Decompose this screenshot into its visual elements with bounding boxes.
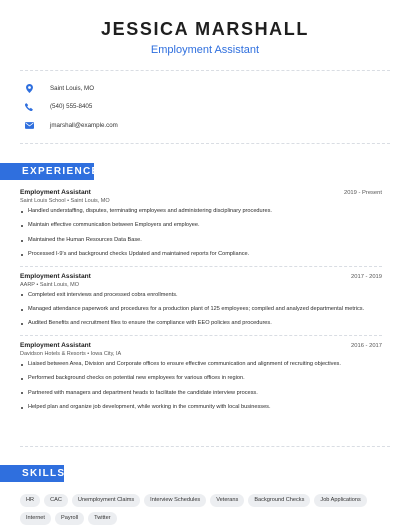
list-item: Liaised between Area, Division and Corporate offices to ensure effective communication and alignment of recruiting objectives. bbox=[20, 361, 382, 369]
candidate-role: Employment Assistant bbox=[150, 44, 260, 56]
skill-tag: Internet bbox=[20, 512, 51, 525]
skill-tag: Payroll bbox=[55, 512, 84, 525]
job-dates: 2016 - 2017 bbox=[351, 342, 382, 349]
list-item: Performed background checks on potential new employees for various offices in region. bbox=[20, 375, 382, 383]
job-title: Employment Assistant bbox=[20, 189, 91, 196]
job-bullets bbox=[20, 361, 382, 412]
skill-tag: HR bbox=[20, 494, 40, 507]
skills-section-title: SKILLS bbox=[0, 465, 64, 482]
job-title: Employment Assistant bbox=[20, 272, 91, 280]
candidate-name: JESSICA MARSHALL bbox=[101, 19, 309, 39]
job-entry bbox=[20, 189, 382, 259]
job-dates: 2017 - 2019 bbox=[351, 273, 382, 280]
contact-email-text[interactable]: jmarshall@example.com bbox=[50, 121, 118, 129]
list-item: Managed attendance paperwork and procedures for a production plant of 125 employees; compiled and analyzed departmental metrics. bbox=[20, 306, 382, 314]
skill-tag: Interview Schedules bbox=[144, 494, 206, 507]
job-organization: Davidson Hotels & Resorts • Iowa City, IA bbox=[20, 350, 122, 357]
list-item: Handled understaffing, disputes, terminating employees and administering disciplinary procedures. bbox=[20, 208, 382, 216]
list-item: Partnered with managers and department heads to facilitate the candidate interview process. bbox=[20, 390, 382, 398]
contact-phone-text: (540) 555-8405 bbox=[50, 103, 93, 111]
job-bullets bbox=[20, 208, 382, 259]
contact-location-text: Saint Louis, MO bbox=[50, 84, 95, 92]
skill-tag: Unemployment Claims bbox=[72, 494, 140, 507]
phone-icon bbox=[20, 103, 38, 111]
skill-tag: Veterans bbox=[210, 494, 244, 507]
job-entry bbox=[20, 342, 382, 412]
contact-location bbox=[20, 79, 390, 98]
skill-tag: Twitter bbox=[88, 512, 116, 525]
divider bbox=[20, 335, 382, 336]
job-title: Employment Assistant bbox=[20, 341, 91, 349]
skill-tag: CAC bbox=[44, 494, 68, 507]
list-item: Maintain effective communication between Employers and employee. bbox=[20, 222, 382, 230]
skills-list bbox=[20, 494, 396, 525]
list-item: Maintained the Human Resources Data Base. bbox=[20, 237, 382, 245]
divider bbox=[20, 266, 382, 267]
list-item: Completed exit interviews and processed cobra enrollments. bbox=[20, 292, 382, 300]
list-item: Processed I-9's and background checks Updated and maintained reports for Compliance. bbox=[20, 251, 382, 259]
resume-header bbox=[0, 0, 410, 57]
list-item: Helped plan and organize job development, while working in the community with local businesses. bbox=[20, 404, 382, 412]
map-pin-icon bbox=[20, 84, 38, 93]
skill-tag: Job Applications bbox=[314, 494, 366, 507]
contact-email bbox=[20, 116, 390, 135]
contact-phone bbox=[20, 98, 390, 117]
job-organization: Saint Louis School • Saint Louis, MO bbox=[20, 198, 110, 204]
job-entry bbox=[20, 273, 382, 328]
mail-icon bbox=[20, 122, 38, 129]
contact-block bbox=[20, 70, 390, 144]
skill-tag: Background Checks bbox=[248, 494, 310, 507]
divider bbox=[20, 446, 390, 447]
experience-list bbox=[20, 189, 382, 418]
job-bullets bbox=[20, 292, 382, 328]
experience-section-title: EXPERIENCE bbox=[0, 163, 94, 180]
job-dates: 2019 - Present bbox=[343, 190, 382, 196]
list-item: Audited Benefits and recruitment files to ensure the compliance with EEO policies and procedures. bbox=[20, 320, 382, 328]
job-organization: AARP • Saint Louis, MO bbox=[20, 281, 79, 288]
